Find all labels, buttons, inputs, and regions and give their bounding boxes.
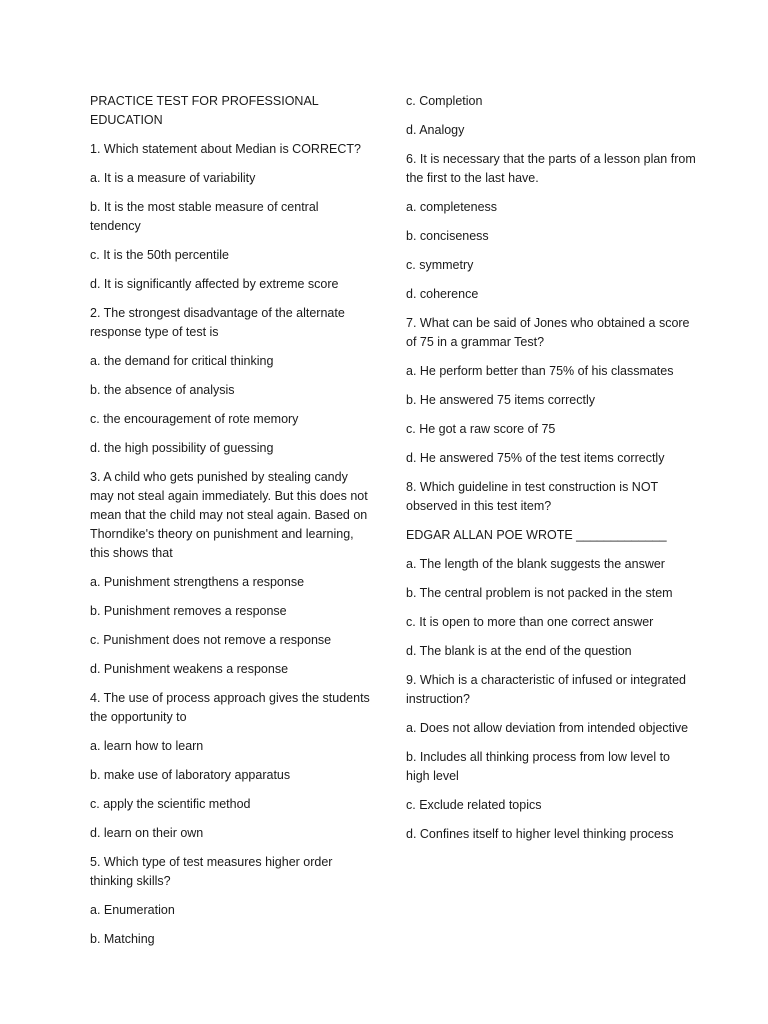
question-4: 4. The use of process approach gives the students the opportunity to — [90, 691, 370, 724]
q2-option-b: b. the absence of analysis — [90, 383, 235, 397]
question-5: 5. Which type of test measures higher order thinking skills? — [90, 855, 333, 888]
q3-option-d: d. Punishment weakens a response — [90, 662, 289, 676]
q3-option-b: b. Punishment removes a response — [90, 604, 287, 618]
q6-option-a: a. completeness — [406, 200, 498, 214]
q7-option-d: d. He answered 75% of the test items correctly — [406, 451, 665, 465]
q8-option-d: d. The blank is at the end of the question — [406, 644, 632, 658]
q1-option-b: b. It is the most stable measure of central tendency — [90, 200, 319, 233]
q1-option-a: a. It is a measure of variability — [90, 171, 256, 185]
q7-option-b: b. He answered 75 items correctly — [406, 393, 595, 407]
q9-option-d: d. Confines itself to higher level thinking process — [406, 827, 674, 841]
q7-option-a: a. He perform better than 75% of his classmates — [406, 364, 674, 378]
q4-option-c: c. apply the scientific method — [90, 797, 251, 811]
q1-option-c: c. It is the 50th percentile — [90, 248, 229, 262]
q8-test-item: EDGAR ALLAN POE WROTE _____________ — [406, 528, 667, 542]
question-2: 2. The strongest disadvantage of the alternate response type of test is — [90, 306, 345, 339]
q5-option-d: d. Analogy — [406, 123, 465, 137]
q8-option-a: a. The length of the blank suggests the answer — [406, 557, 665, 571]
q1-option-d: d. It is significantly affected by extreme score — [90, 277, 339, 291]
q6-option-b: b. conciseness — [406, 229, 489, 243]
q2-option-c: c. the encouragement of rote memory — [90, 412, 299, 426]
q6-option-c: c. symmetry — [406, 258, 474, 272]
question-7: 7. What can be said of Jones who obtained a score of 75 in a grammar Test? — [406, 316, 690, 349]
q9-option-a: a. Does not allow deviation from intended objective — [406, 721, 689, 735]
q8-option-b: b. The central problem is not packed in the stem — [406, 586, 673, 600]
q5-option-a: a. Enumeration — [90, 903, 175, 917]
right-column — [406, 92, 696, 854]
question-8: 8. Which guideline in test construction is NOT observed in this test item? — [406, 480, 658, 513]
q8-option-c: c. It is open to more than one correct answer — [406, 615, 654, 629]
q4-option-b: b. make use of laboratory apparatus — [90, 768, 291, 782]
q9-option-c: c. Exclude related topics — [406, 798, 542, 812]
question-9: 9. Which is a characteristic of infused or integrated instruction? — [406, 673, 686, 706]
q7-option-c: c. He got a raw score of 75 — [406, 422, 556, 436]
question-6: 6. It is necessary that the parts of a lesson plan from the first to the last have. — [406, 152, 696, 185]
q2-option-a: a. the demand for critical thinking — [90, 354, 274, 368]
q2-option-d: d. the high possibility of guessing — [90, 441, 274, 455]
q5-option-c: c. Completion — [406, 94, 483, 108]
left-column — [90, 92, 370, 959]
q3-option-a: a. Punishment strengthens a response — [90, 575, 305, 589]
question-3: 3. A child who gets punished by stealing candy may not steal again immediately. But this does not mean that the child may not steal again. Based on Thorndike's theory on punishment and learning, this shows that — [90, 470, 368, 560]
q6-option-d: d. coherence — [406, 287, 479, 301]
q4-option-d: d. learn on their own — [90, 826, 204, 840]
q5-option-b: b. Matching — [90, 932, 155, 946]
q9-option-b: b. Includes all thinking process from low level to high level — [406, 750, 671, 783]
doc-title: PRACTICE TEST FOR PROFESSIONAL EDUCATION — [90, 94, 319, 127]
q3-option-c: c. Punishment does not remove a response — [90, 633, 332, 647]
question-1: 1. Which statement about Median is CORRECT? — [90, 142, 361, 156]
q4-option-a: a. learn how to learn — [90, 739, 204, 753]
